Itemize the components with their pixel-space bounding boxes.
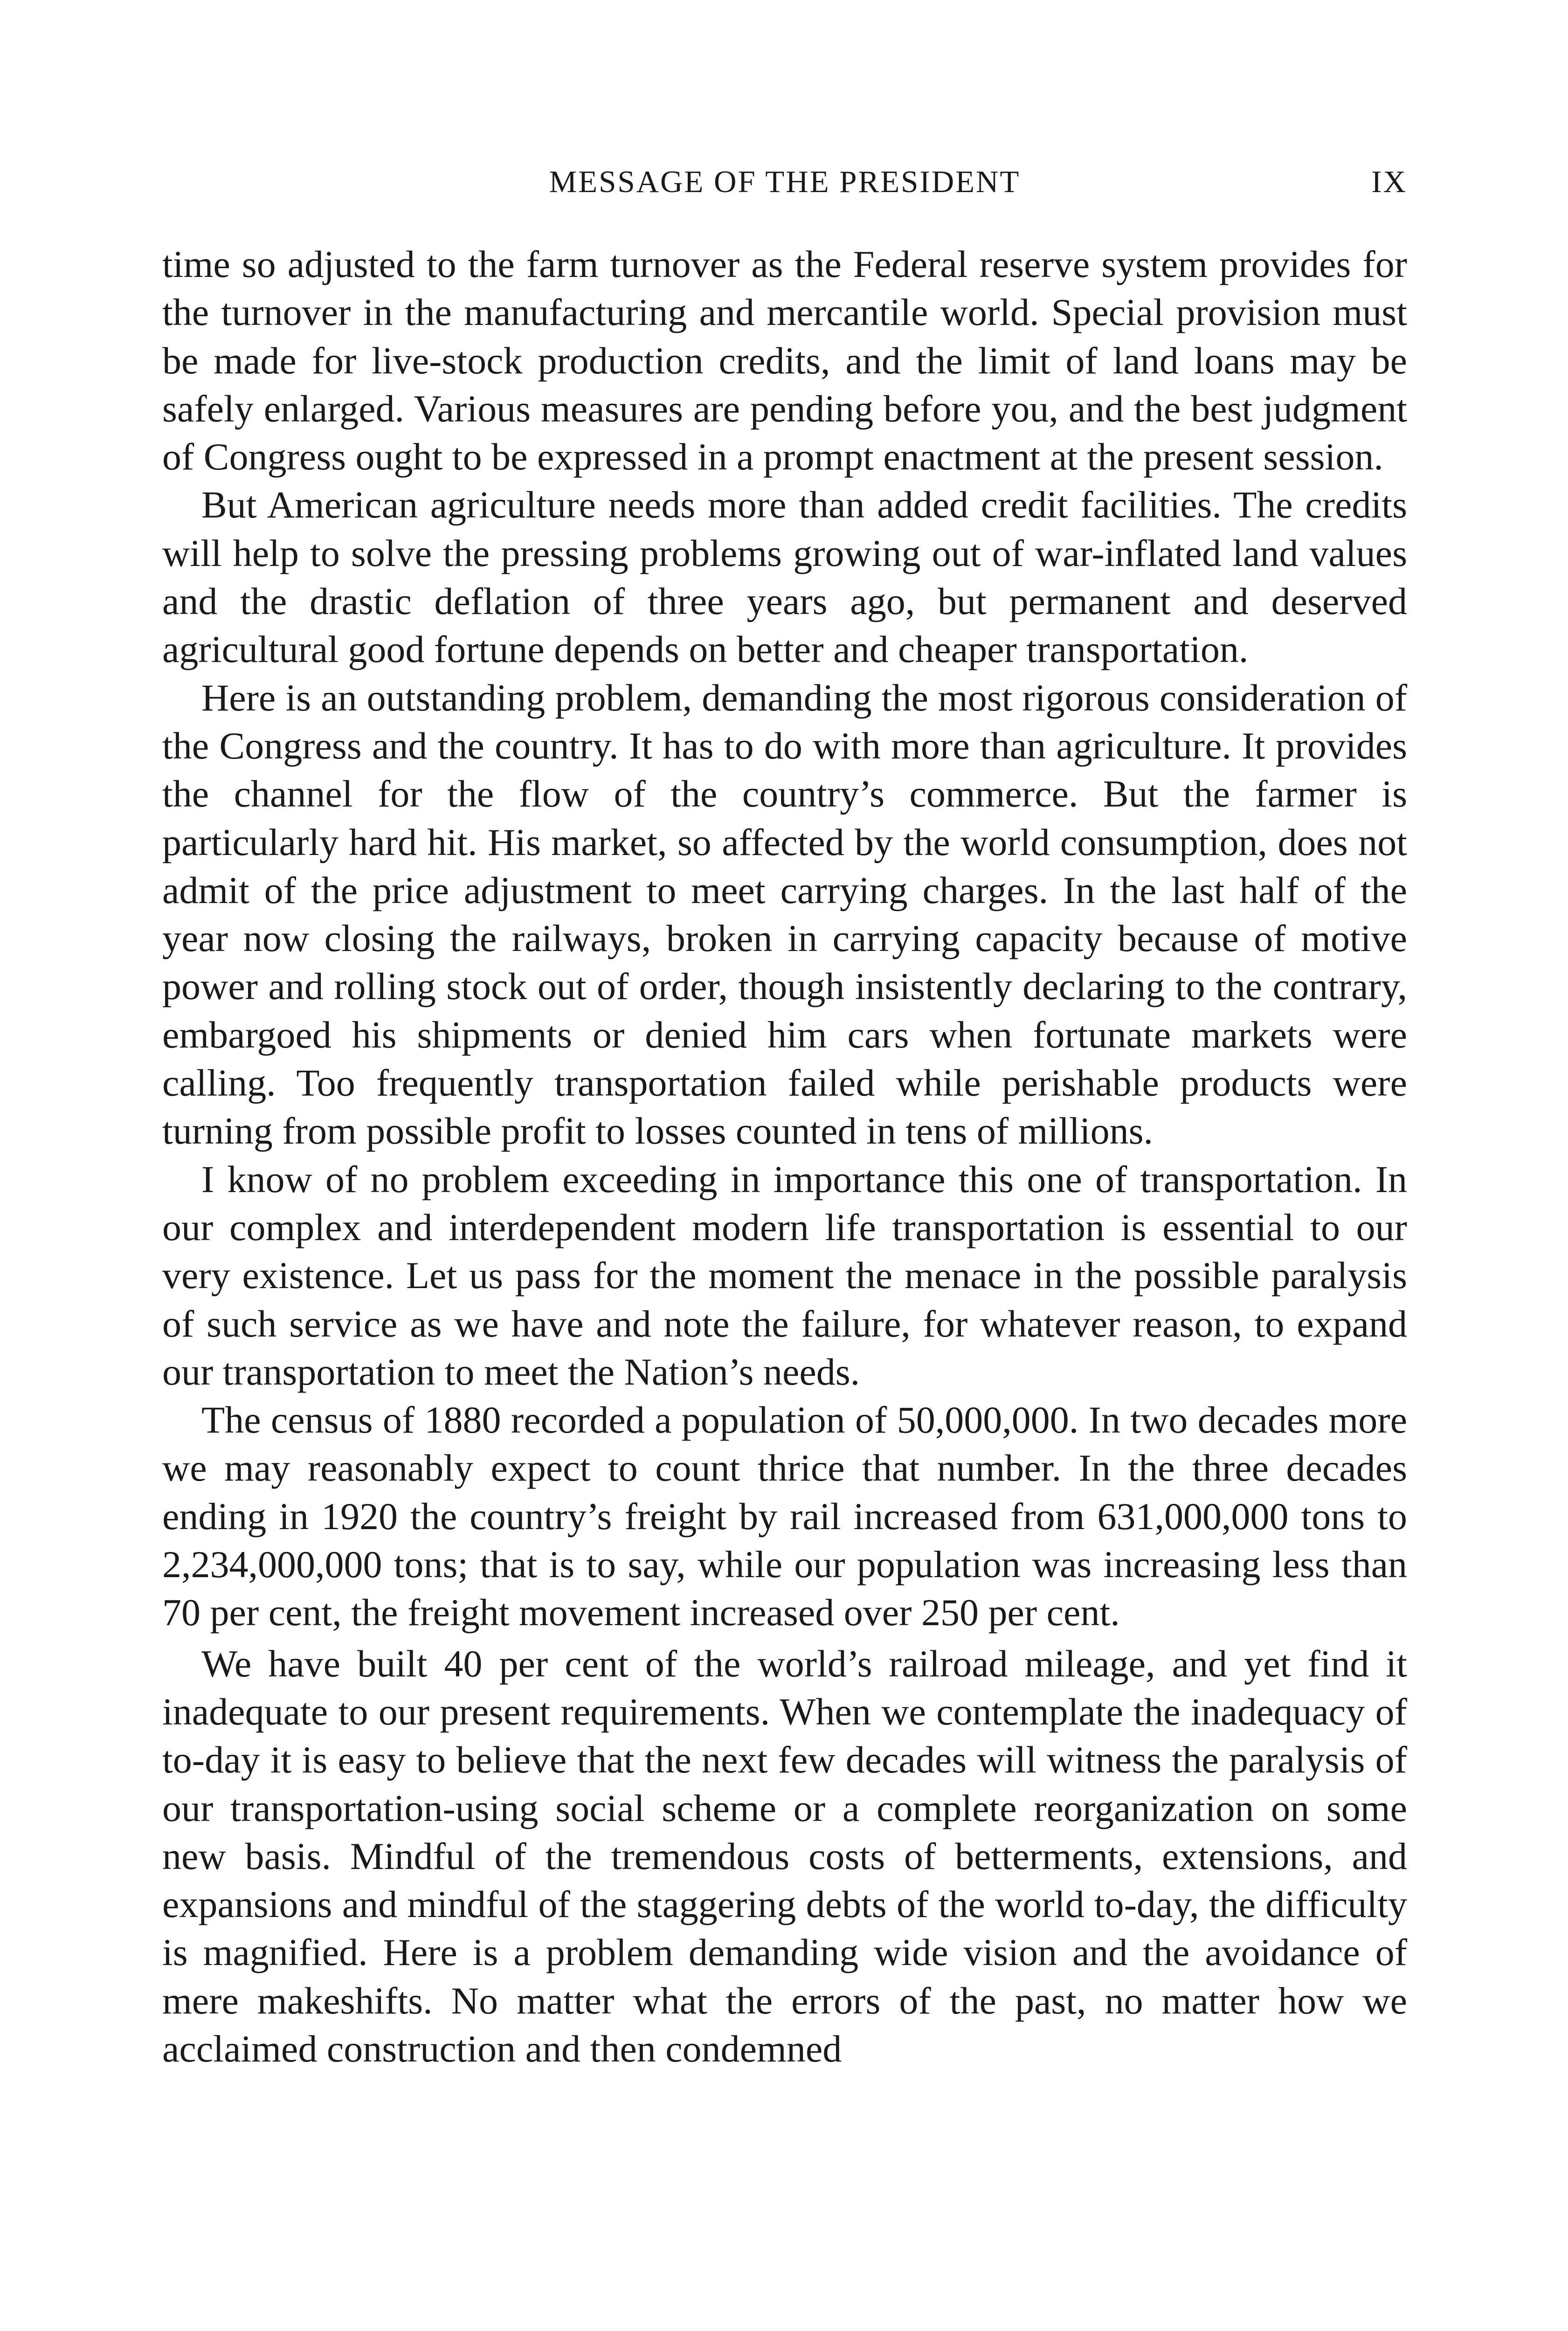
paragraph-outstanding-problem: Here is an outstanding problem, demanding the most rigorous consideration of the Congress and the country. It has to do with more than agriculture. It provides the channel for the flow of the country’s commerce. But the farmer is particularly hard hit. His market, so affected by the world consumption, does not admit of the price adjustment to meet carrying charges. In the last half of the year now closing the railways, broken in carrying capacity because of motive power and rolling stock out of order, though insistently declaring to the contrary, embargoed his shipments or denied him cars when fortunate markets were calling. Too frequently transportation failed while perishable products were turning from possible profit to losses counted in tens of millions. <box>162 676 1407 1152</box>
paragraph-transportation: I know of no problem exceeding in importance this one of transportation. In our complex and interdependent modern life transportation is essential to our very existence. Let us pass for the moment the menace in the possible paralysis of such service as we have and note the failure, for whatever reason, to expand our transportation to meet the Nation’s needs. <box>162 1158 1407 1393</box>
running-head <box>162 161 1407 203</box>
page-number: IX <box>1371 165 1407 199</box>
body-text <box>162 240 1407 2073</box>
paragraph-continuation: time so adjusted to the farm turnover as the Federal reserve system provides for the turnover in the manufacturing and mercantile world. Special provision must be made for live-stock production credits, and the limit of land loans may be safely enlarged. Various measures are pending before you, and the best judgment of Congress ought to be expressed in a prompt enactment at the present session. <box>162 243 1407 478</box>
paragraph-census: The census of 1880 recorded a population of 50,000,000. In two decades more we may reasonably expect to count thrice that number. In the three decades ending in 1920 the country’s freight by rail increased from 631,000,000 tons to 2,234,000,000 tons; that is to say, while our population was increasing less than 70 per cent, the freight movement increased over 250 per cent. <box>162 1399 1407 1634</box>
running-title: MESSAGE OF THE PRESIDENT <box>549 165 1021 199</box>
paragraph-agriculture: But American agriculture needs more than added credit facilities. The credits will help to solve the pressing problems growing out of war-inflated land values and the drastic deflation of three years ago, but permanent and deserved agricultural good fortune depends on better and cheaper transportation. <box>162 483 1407 671</box>
paragraph-railroad-mileage: We have built 40 per cent of the world’s railroad mileage, and yet find it inadequate to our present requirements. When we contemplate the inadequacy of to-day it is easy to believe that the next few decades will witness the paralysis of our transportation-using social scheme or a complete reorganization on some new basis. Mindful of the tremendous costs of betterments, extensions, and expansions and mindful of the staggering debts of the world to-day, the difficulty is magnified. Here is a problem demanding wide vision and the avoidance of mere makeshifts. No matter what the errors of the past, no matter how we acclaimed construction and then condemned <box>162 1642 1407 2070</box>
